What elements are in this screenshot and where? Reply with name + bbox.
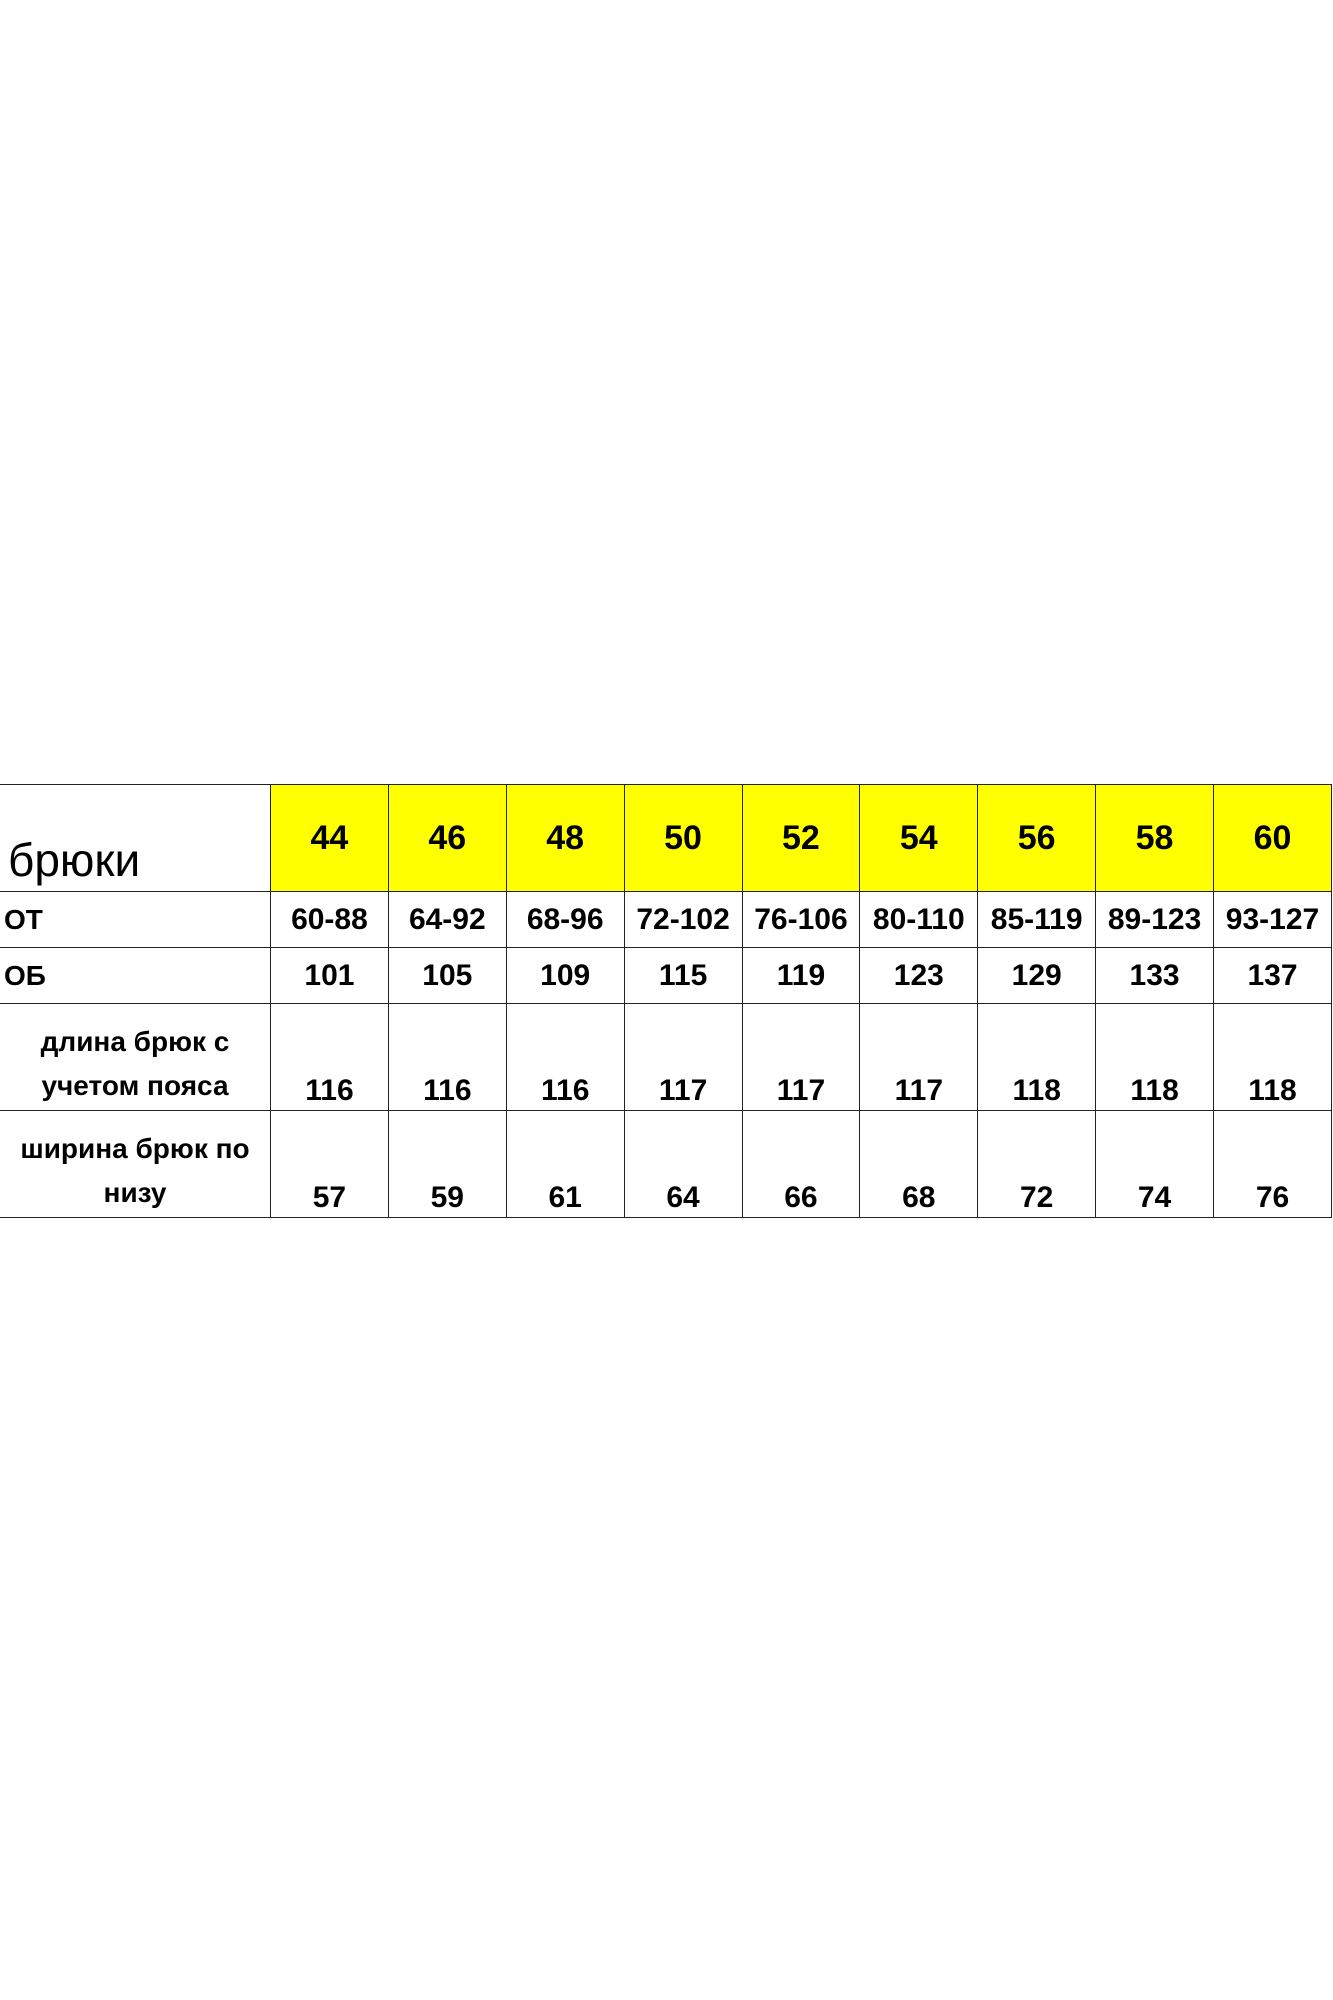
table-cell: 89-123 bbox=[1096, 892, 1214, 948]
table-cell: 59 bbox=[388, 1111, 506, 1218]
table-cell: 118 bbox=[1096, 1004, 1214, 1111]
table-cell: 117 bbox=[624, 1004, 742, 1111]
row-label-hips: ОБ bbox=[0, 948, 271, 1004]
size-56: 56 bbox=[978, 785, 1096, 892]
size-54: 54 bbox=[860, 785, 978, 892]
table-cell: 118 bbox=[978, 1004, 1096, 1111]
table-cell: 133 bbox=[1096, 948, 1214, 1004]
size-44: 44 bbox=[271, 785, 389, 892]
table-cell: 116 bbox=[388, 1004, 506, 1111]
table-cell: 117 bbox=[860, 1004, 978, 1111]
table-row-waist bbox=[0, 892, 1332, 948]
table-cell: 64-92 bbox=[388, 892, 506, 948]
table-cell: 57 bbox=[271, 1111, 389, 1218]
table-cell: 76 bbox=[1214, 1111, 1332, 1218]
table-row-bottom-width bbox=[0, 1111, 1332, 1218]
table-cell: 119 bbox=[742, 948, 860, 1004]
table-cell: 80-110 bbox=[860, 892, 978, 948]
row-label-length-line1: длина брюк с bbox=[40, 1026, 230, 1057]
table-cell: 64 bbox=[624, 1111, 742, 1218]
table-cell: 72 bbox=[978, 1111, 1096, 1218]
size-58: 58 bbox=[1096, 785, 1214, 892]
table-cell: 66 bbox=[742, 1111, 860, 1218]
size-48: 48 bbox=[506, 785, 624, 892]
table-cell: 109 bbox=[506, 948, 624, 1004]
table-cell: 61 bbox=[506, 1111, 624, 1218]
table-cell: 76-106 bbox=[742, 892, 860, 948]
table-cell: 72-102 bbox=[624, 892, 742, 948]
table-row-length bbox=[0, 1004, 1332, 1111]
size-50: 50 bbox=[624, 785, 742, 892]
size-52: 52 bbox=[742, 785, 860, 892]
table-cell: 68 bbox=[860, 1111, 978, 1218]
row-label-length bbox=[0, 1004, 271, 1111]
table-cell: 116 bbox=[271, 1004, 389, 1111]
table-cell: 117 bbox=[742, 1004, 860, 1111]
table-cell: 68-96 bbox=[506, 892, 624, 948]
table-cell: 60-88 bbox=[271, 892, 389, 948]
row-label-bottom-width bbox=[0, 1111, 271, 1218]
table-cell: 74 bbox=[1096, 1111, 1214, 1218]
table-cell: 129 bbox=[978, 948, 1096, 1004]
table-cell: 137 bbox=[1214, 948, 1332, 1004]
size-46: 46 bbox=[388, 785, 506, 892]
table-row-hips bbox=[0, 948, 1332, 1004]
table-cell: 115 bbox=[624, 948, 742, 1004]
size-60: 60 bbox=[1214, 785, 1332, 892]
row-label-waist: ОТ bbox=[0, 892, 271, 948]
row-label-length-line2: учетом пояса bbox=[41, 1070, 229, 1101]
table-title: брюки bbox=[0, 785, 271, 892]
row-label-bottom-width-line2: низу bbox=[103, 1177, 167, 1208]
table-cell: 123 bbox=[860, 948, 978, 1004]
row-label-bottom-width-line1: ширина брюк по bbox=[20, 1133, 250, 1164]
size-header-row bbox=[0, 785, 1332, 892]
size-chart-table bbox=[0, 784, 1332, 1218]
table-cell: 118 bbox=[1214, 1004, 1332, 1111]
table-cell: 116 bbox=[506, 1004, 624, 1111]
table-cell: 101 bbox=[271, 948, 389, 1004]
table-cell: 105 bbox=[388, 948, 506, 1004]
table-cell: 93-127 bbox=[1214, 892, 1332, 948]
table-cell: 85-119 bbox=[978, 892, 1096, 948]
